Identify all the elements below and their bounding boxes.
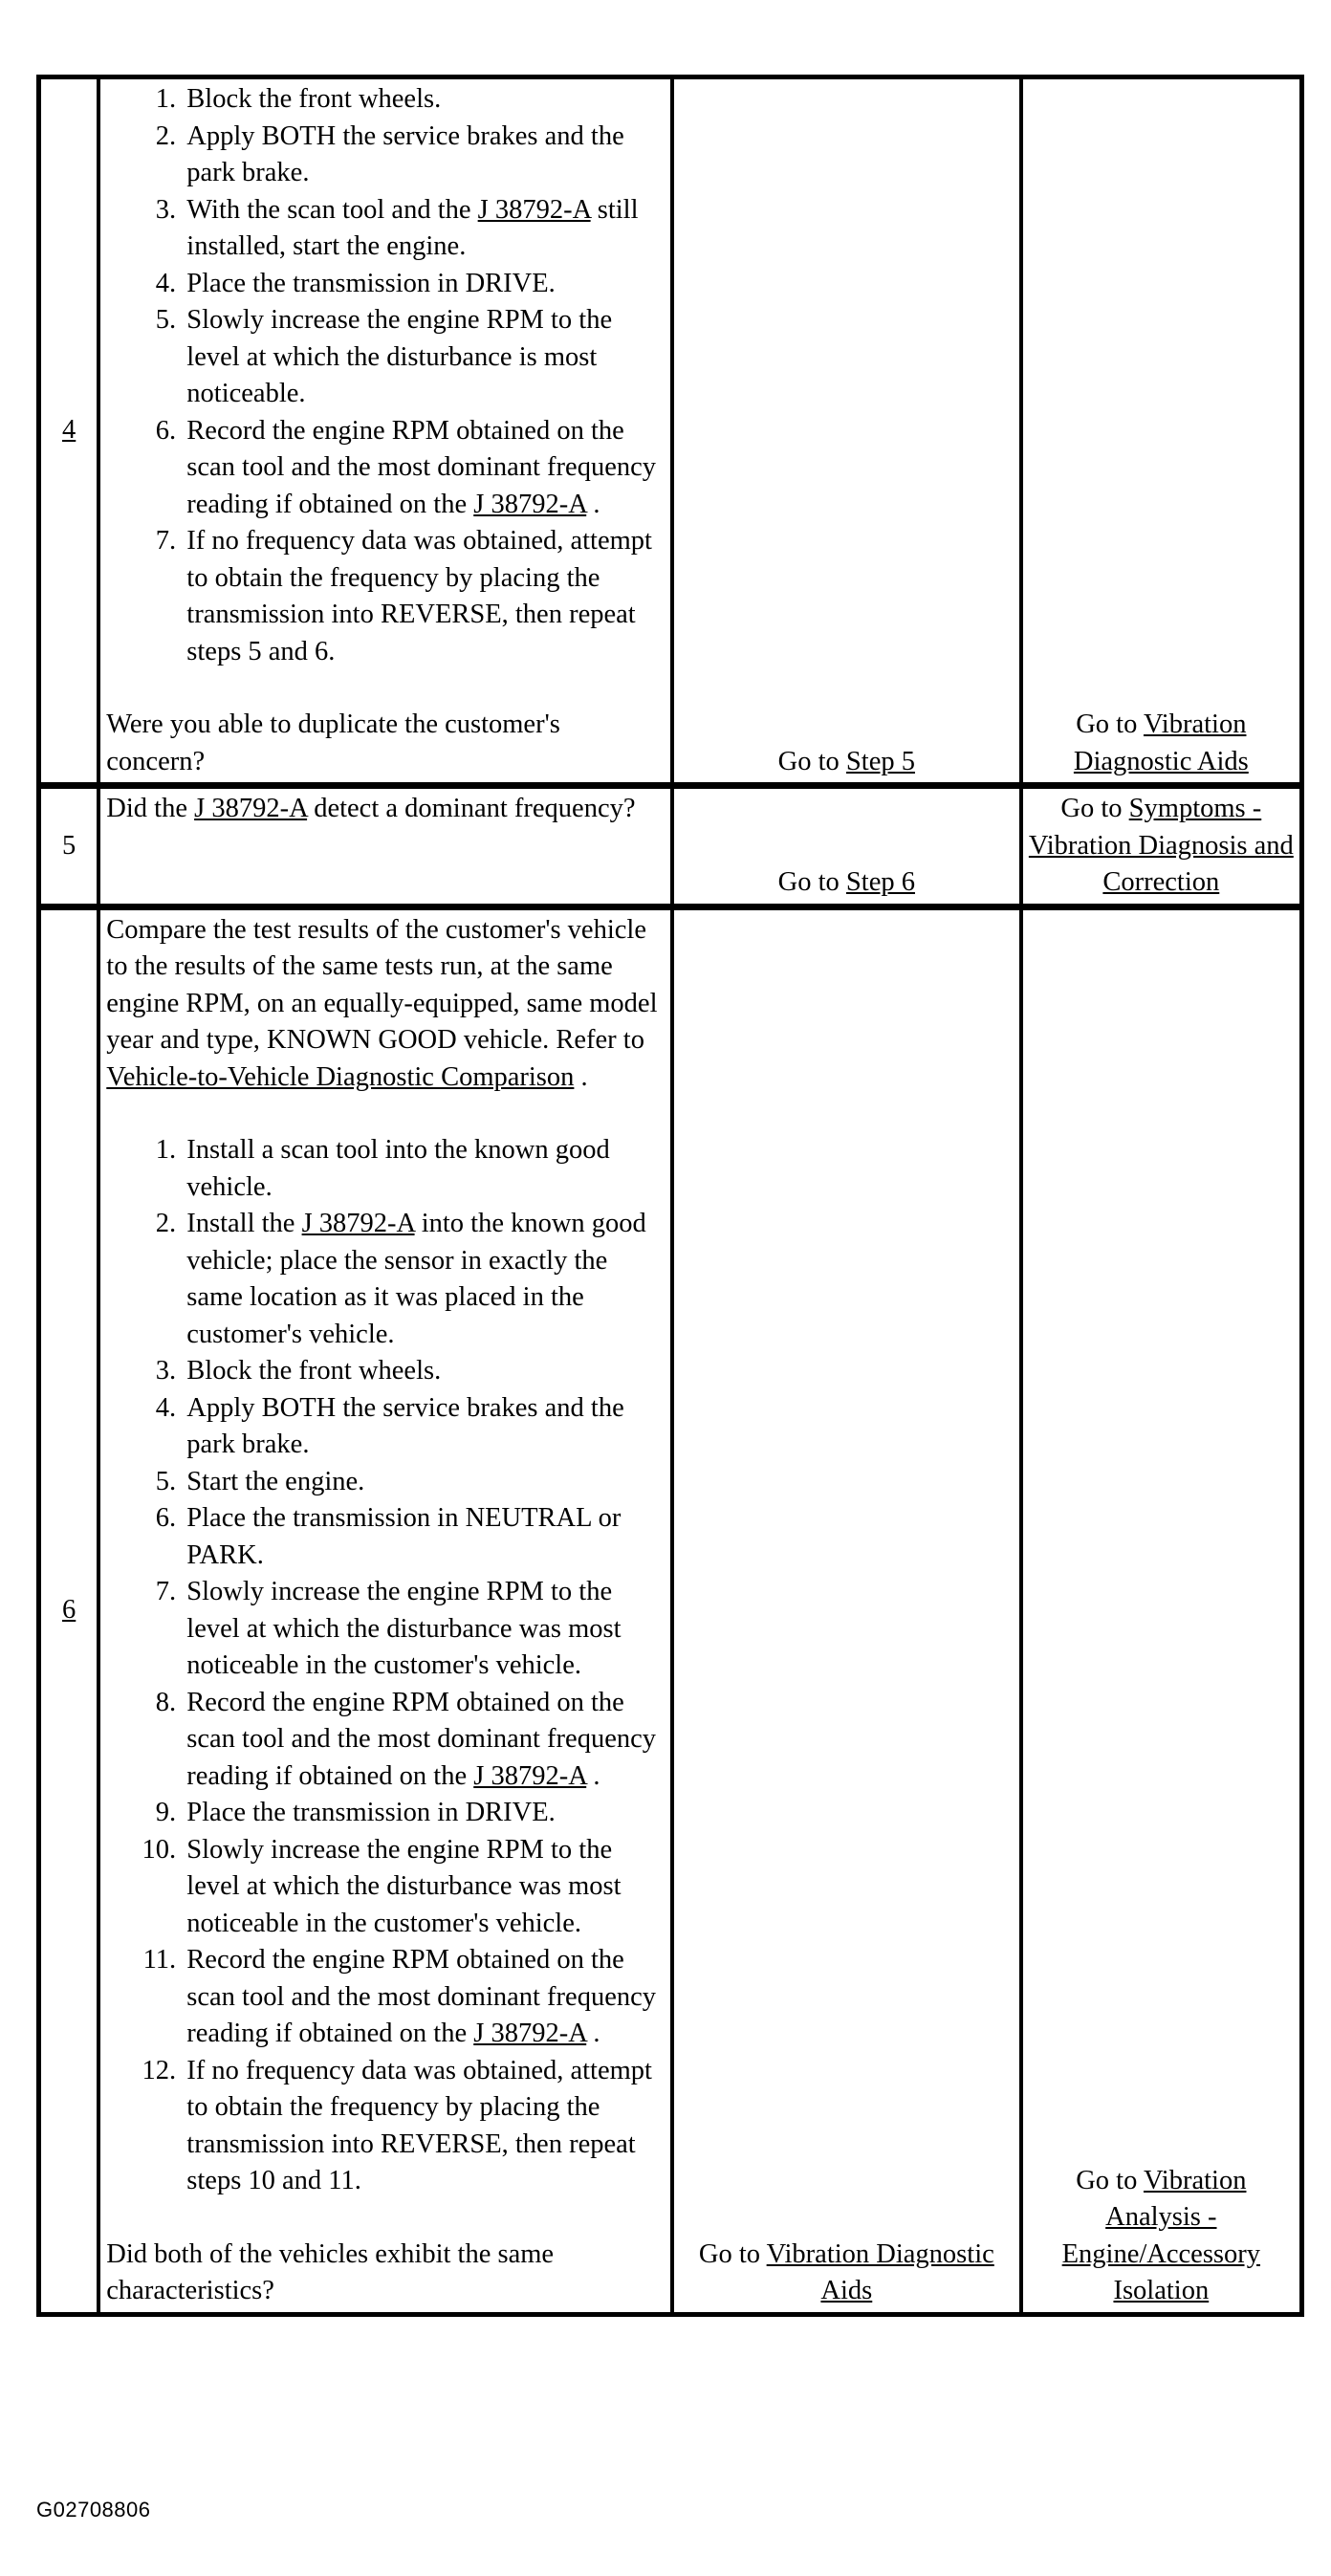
tool-link-j-38792-a[interactable]: J 38792-A	[473, 1760, 587, 1791]
yes-link-step-6[interactable]: Step 6	[845, 867, 915, 897]
tool-link-j-38792-a[interactable]: J 38792-A	[473, 489, 587, 519]
step-row-4	[39, 77, 1301, 784]
procedure-step: 9. Place the transmission in DRIVE.	[183, 1795, 665, 1832]
step-cell	[39, 906, 98, 2314]
no-cell: Go to Vibration Diagnostic Aids	[1021, 77, 1301, 784]
question-text: Were you able to duplicate the customer's concern?	[106, 709, 560, 776]
procedure-step: 1. Install a scan tool into the known good vehicle.	[183, 1132, 665, 1206]
yes-cell: Go to Vibration Diagnostic Aids	[672, 906, 1021, 2314]
procedure-list	[106, 81, 665, 670]
procedure-step: 11. Record the engine RPM obtained on the scan tool and the most dominant frequency reading if obtained on the J 38792-A .	[183, 1942, 665, 2053]
procedure-step: 2. Apply BOTH the service brakes and the park brake.	[183, 119, 665, 192]
step-cell	[39, 784, 98, 906]
yes-link-step-5[interactable]: Step 5	[845, 746, 915, 776]
no-cell: Go to Vibration Analysis - Engine/Accessory Isolation	[1021, 906, 1301, 2314]
procedure-step: 7. Slowly increase the engine RPM to the level at which the disturbance was most noticeable in the customer's vehicle.	[183, 1574, 665, 1685]
procedure-step: 4. Apply BOTH the service brakes and the park brake.	[183, 1390, 665, 1464]
procedure-step: 12. If no frequency data was obtained, attempt to obtain the frequency by placing the transmission into REVERSE, then repeat steps 10 and 11.	[183, 2053, 665, 2200]
question-text: Did both of the vehicles exhibit the same characteristics?	[106, 2238, 555, 2305]
yes-cell: Go to Step 5	[672, 77, 1021, 784]
action-cell	[98, 784, 672, 906]
spacer	[106, 2200, 665, 2237]
no-cell: Go to Symptoms - Vibration Diagnosis and Correction	[1021, 784, 1301, 906]
procedure-step: 3. Block the front wheels.	[183, 1353, 665, 1390]
step-number: 5	[62, 830, 76, 861]
tool-link-j-38792-a[interactable]: J 38792-A	[301, 1209, 415, 1238]
spacer	[106, 1096, 665, 1132]
step-row-5	[39, 784, 1301, 906]
figure-id: G02708806	[36, 2498, 151, 2521]
action-cell	[98, 906, 672, 2314]
step-row-6	[39, 906, 1301, 2314]
procedure-step: 8. Record the engine RPM obtained on the scan tool and the most dominant frequency reading if obtained on the J 38792-A .	[183, 1685, 665, 1796]
procedure-list	[106, 1132, 665, 2200]
step-cell	[39, 77, 98, 784]
procedure-step: 1. Block the front wheels.	[183, 81, 665, 119]
procedure-step: 2. Install the J 38792-A into the known good vehicle; place the sensor in exactly the same location as it was placed in the customer's vehicle.	[183, 1206, 665, 1353]
yes-cell: Go to Step 6	[672, 784, 1021, 906]
procedure-step: 5. Start the engine.	[183, 1464, 665, 1501]
tool-link-vehicle-to-vehicle-diagnostic-comparison[interactable]: Vehicle-to-Vehicle Diagnostic Comparison	[106, 1061, 575, 1092]
no-link-symptoms-vibration-diagnosis-and-correction[interactable]: Symptoms - Vibration Diagnosis and Correction	[1028, 794, 1294, 897]
tool-link-j-38792-a[interactable]: J 38792-A	[473, 2019, 587, 2048]
procedure-step: 6. Record the engine RPM obtained on the scan tool and the most dominant frequency reading if obtained on the J 38792-A .	[183, 413, 665, 524]
tool-link-j-38792-a[interactable]: J 38792-A	[477, 194, 591, 225]
action-intro: Compare the test results of the customer's vehicle to the results of the same tests run, at the same engine RPM, on an equally-equipped, same model year and type, KNOWN GOOD vehicle. Refer to Vehicle-to-Vehicle Diagnostic Comparison .	[106, 914, 658, 1092]
diagnostic-table	[36, 75, 1304, 2317]
yes-link-vibration-diagnostic-aids[interactable]: Vibration Diagnostic Aids	[766, 2238, 994, 2305]
tool-link-j-38792-a[interactable]: J 38792-A	[194, 794, 308, 823]
spacer	[106, 670, 665, 707]
step-number[interactable]: 6	[62, 1595, 76, 1626]
procedure-step: 4. Place the transmission in DRIVE.	[183, 266, 665, 303]
no-link-vibration-diagnostic-aids[interactable]: Vibration Diagnostic Aids	[1073, 709, 1249, 776]
procedure-step: 3. With the scan tool and the J 38792-A still installed, start the engine.	[183, 192, 665, 266]
procedure-step: 6. Place the transmission in NEUTRAL or PARK.	[183, 1500, 665, 1574]
step-number[interactable]: 4	[62, 415, 76, 446]
no-link-vibration-analysis-engine-accessory-isolation[interactable]: Vibration Analysis - Engine/Accessory Isolation	[1061, 2165, 1260, 2305]
procedure-step: 7. If no frequency data was obtained, attempt to obtain the frequency by placing the transmission into REVERSE, then repeat steps 5 and 6.	[183, 523, 665, 670]
question-text: Did the J 38792-A detect a dominant frequency?	[106, 794, 636, 823]
action-cell	[98, 77, 672, 784]
procedure-step: 5. Slowly increase the engine RPM to the level at which the disturbance is most noticeable.	[183, 302, 665, 413]
procedure-step: 10. Slowly increase the engine RPM to the level at which the disturbance was most noticeable in the customer's vehicle.	[183, 1832, 665, 1943]
